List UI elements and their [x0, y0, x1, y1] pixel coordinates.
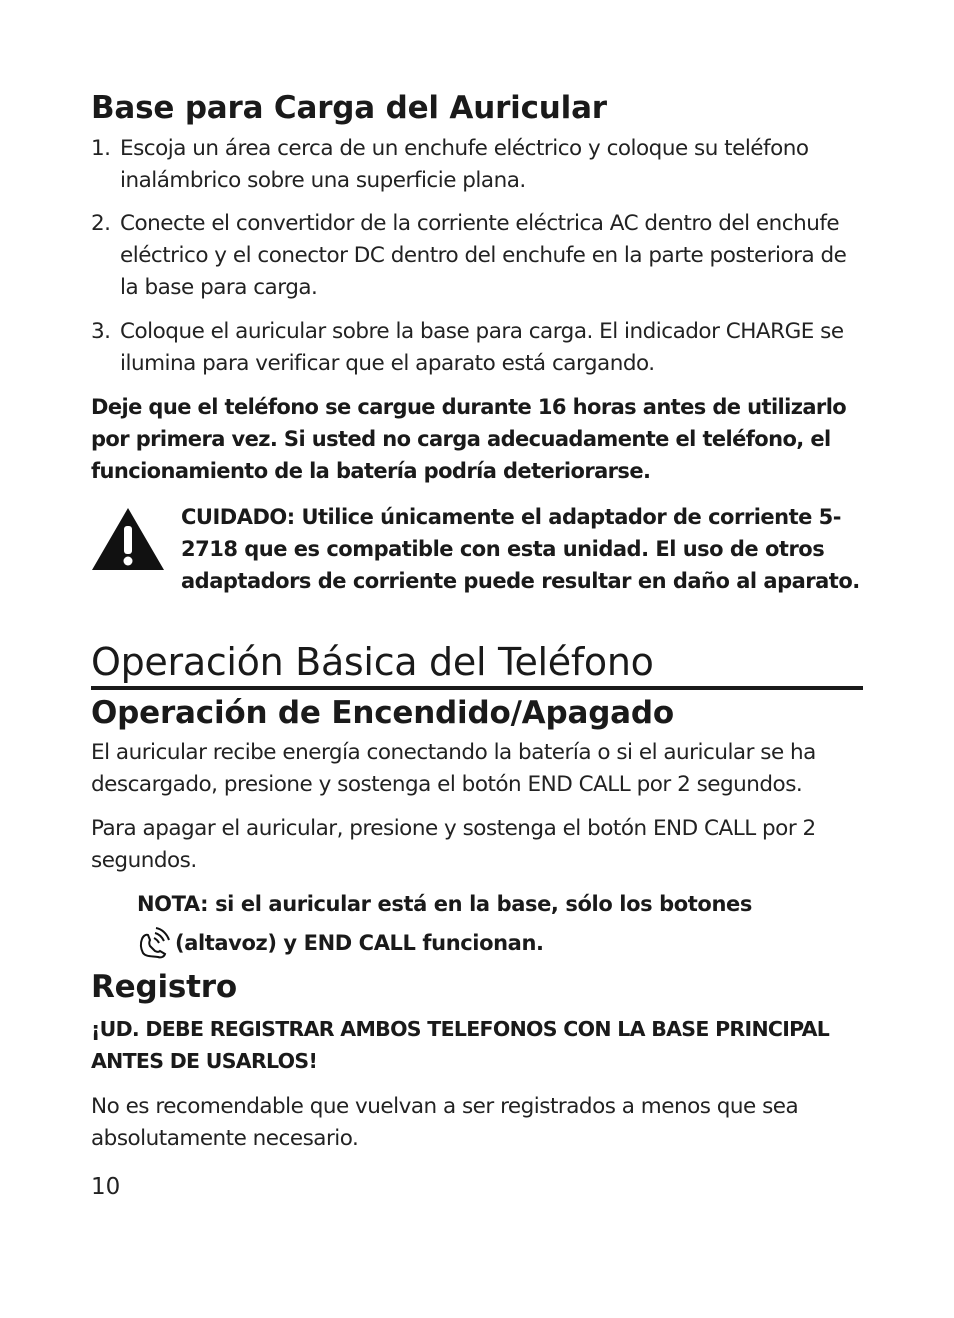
page-number: 10: [91, 1174, 121, 1200]
speakerphone-icon: [137, 927, 171, 959]
list-item-number: 1.: [91, 136, 111, 161]
section-heading-registration: Registro: [91, 969, 237, 1005]
list-item-number: 3.: [91, 319, 111, 344]
warning-triangle-icon: [91, 506, 165, 572]
note-line-2-text: (altavoz) y END CALL funcionan.: [175, 931, 544, 955]
list-item: [91, 316, 863, 380]
section-heading-power: Operación de Encendido/Apagado: [91, 695, 674, 731]
power-on-paragraph: El auricular recibe energía conectando la batería o si el auricular se ha descargado, presione y sostenga el botón END CALL por 2 segundos.: [91, 740, 816, 797]
list-item: [91, 133, 863, 197]
list-item: [91, 208, 863, 304]
note-block: [137, 888, 867, 960]
charging-notice: Deje que el teléfono se cargue durante 16 horas antes de utilizarlo por primera vez. Si usted no carga adecuadamente el teléfono, el funcionamiento de la batería podría deteriorarse.: [91, 395, 847, 483]
note-line-1: NOTA: si el auricular está en la base, sólo los botones: [137, 892, 752, 916]
power-off-paragraph: Para apagar el auricular, presione y sostenga el botón END CALL por 2 segundos.: [91, 816, 816, 873]
section-heading-charging-base: Base para Carga del Auricular: [91, 90, 607, 126]
list-item-text: Escoja un área cerca de un enchufe eléctrico y coloque su teléfono inalámbrico sobre una superficie plana.: [120, 136, 809, 193]
note-line-2-row: [137, 926, 867, 960]
list-item-number: 2.: [91, 211, 111, 236]
page-title: Operación Básica del Teléfono: [91, 638, 863, 690]
list-item-text: Coloque el auricular sobre la base para carga. El indicador CHARGE se ilumina para verificar que el aparato está cargando.: [120, 319, 844, 376]
registration-paragraph: No es recomendable que vuelvan a ser registrados a menos que sea absolutamente necesario.: [91, 1094, 799, 1151]
list-item-text: Conecte el convertidor de la corriente eléctrica AC dentro del enchufe eléctrico y el conector DC dentro del enchufe en la parte posteriora de la base para carga.: [120, 211, 847, 300]
caution-text: CUIDADO: Utilice únicamente el adaptador de corriente 5-2718 que es compatible con esta unidad. El uso de otros adaptadors de corriente puede resultar en daño al aparato.: [181, 505, 860, 593]
registration-warning: ¡UD. DEBE REGISTRAR AMBOS TELEFONOS CON LA BASE PRINCIPAL ANTES DE USARLOS!: [91, 1017, 830, 1073]
